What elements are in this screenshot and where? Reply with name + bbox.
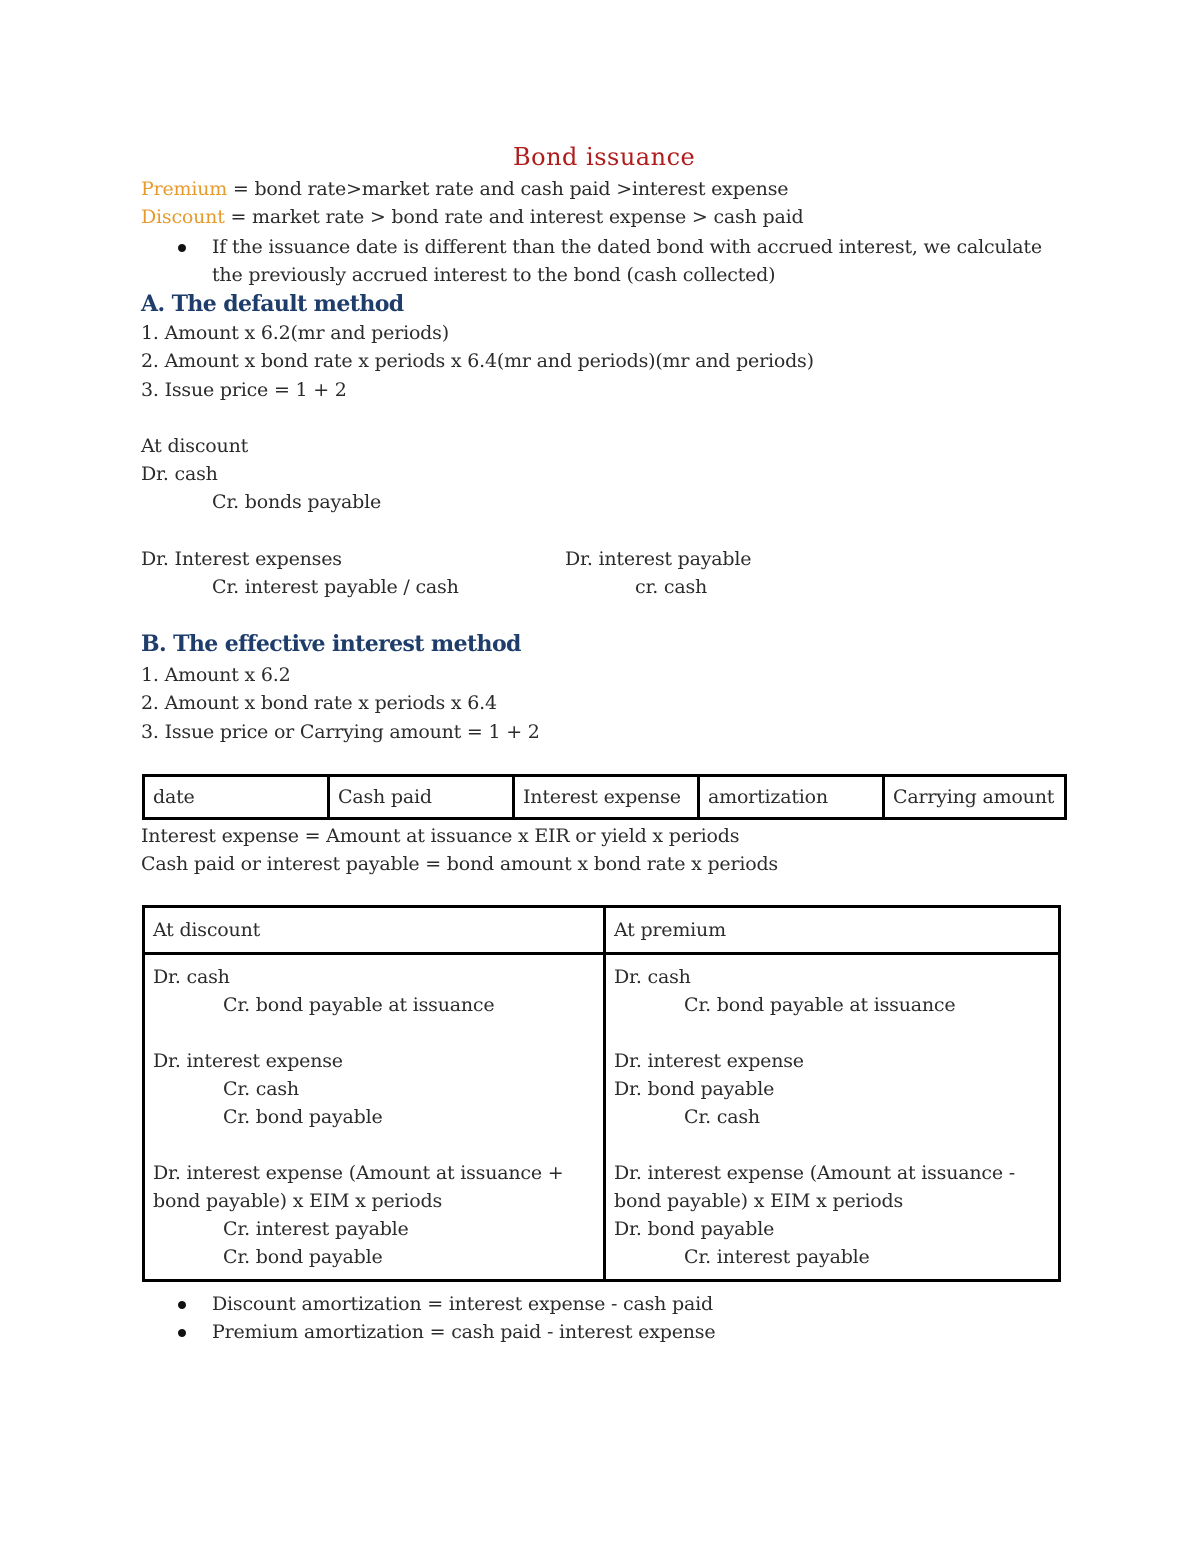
- discount-dr-cash: Dr. cash: [153, 966, 230, 988]
- interest-expense-formula: Interest expense = Amount at issuance x EIR or yield x periods: [141, 825, 740, 847]
- section-b-step-1: 1. Amount x 6.2: [141, 664, 291, 686]
- section-a-step-2: 2. Amount x bond rate x periods x 6.4(mr and periods)(mr and periods): [141, 350, 814, 372]
- discount-dr-ie-formula-2: bond payable) x EIM x periods: [153, 1190, 443, 1212]
- page-title: Bond issuance: [513, 143, 696, 171]
- section-b-step-2: 2. Amount x bond rate x periods x 6.4: [141, 692, 497, 714]
- discount-cr-bond-issuance: Cr. bond payable at issuance: [223, 994, 495, 1016]
- discount-definition: [141, 203, 803, 231]
- table-row: [144, 954, 1060, 1281]
- section-a-step-3: 3. Issue price = 1 + 2: [141, 379, 347, 401]
- accrued-note-line-1: If the issuance date is different than the dated bond with accrued interest, we calculate: [212, 236, 1042, 258]
- discount-dr-ie-formula-1: Dr. interest expense (Amount at issuance +: [153, 1162, 564, 1184]
- premium-dr-cash: Dr. cash: [614, 966, 691, 988]
- table-row: [144, 907, 1060, 954]
- premium-cr-interest-payable: Cr. interest payable: [684, 1246, 870, 1268]
- premium-cr-cash: Cr. cash: [684, 1106, 760, 1128]
- premium-label: Premium: [141, 178, 228, 200]
- discount-cr-bond-payable: Cr. bond payable: [223, 1106, 383, 1128]
- dr-cash: Dr. cash: [141, 463, 218, 485]
- section-a-step-1: 1. Amount x 6.2(mr and periods): [141, 322, 449, 344]
- bullet-icon: [178, 1329, 186, 1337]
- premium-text: = bond rate>market rate and cash paid >interest expense: [227, 178, 789, 200]
- header-at-discount: At discount: [144, 907, 605, 954]
- entries-table: [142, 905, 1061, 1282]
- dr-interest-expenses: Dr. Interest expenses: [141, 548, 342, 570]
- discount-entries-cell: [144, 954, 605, 1281]
- premium-dr-bond-payable: Dr. bond payable: [614, 1078, 775, 1100]
- header-amortization: amortization: [699, 776, 884, 819]
- premium-dr-interest-expense: Dr. interest expense: [614, 1050, 804, 1072]
- header-date: date: [144, 776, 329, 819]
- section-a-heading: A. The default method: [141, 291, 404, 317]
- at-discount-label: At discount: [141, 435, 249, 457]
- cr-cash: cr. cash: [635, 576, 708, 598]
- section-b-step-3: 3. Issue price or Carrying amount = 1 + 2: [141, 721, 540, 743]
- cr-interest-payable-cash: Cr. interest payable / cash: [212, 576, 459, 598]
- discount-text: = market rate > bond rate and interest expense > cash paid: [224, 206, 804, 228]
- header-cash-paid: Cash paid: [329, 776, 514, 819]
- bullet-icon: [178, 244, 186, 252]
- discount-dr-interest-expense: Dr. interest expense: [153, 1050, 343, 1072]
- section-b-heading: B. The effective interest method: [141, 631, 521, 657]
- premium-cr-bond-issuance: Cr. bond payable at issuance: [684, 994, 956, 1016]
- cr-bonds-payable: Cr. bonds payable: [212, 491, 382, 513]
- header-carrying-amount: Carrying amount: [884, 776, 1066, 819]
- discount-amortization-note: Discount amortization = interest expense - cash paid: [212, 1293, 713, 1315]
- premium-entries-cell: [605, 954, 1060, 1281]
- cash-paid-formula: Cash paid or interest payable = bond amount x bond rate x periods: [141, 853, 778, 875]
- schedule-table: [142, 774, 1067, 820]
- dr-interest-payable: Dr. interest payable: [565, 548, 752, 570]
- premium-definition: [141, 175, 788, 203]
- discount-cr-bond-payable-2: Cr. bond payable: [223, 1246, 383, 1268]
- accrued-note-line-2: the previously accrued interest to the bond (cash collected): [212, 264, 776, 286]
- premium-dr-ie-formula-1: Dr. interest expense (Amount at issuance -: [614, 1162, 1015, 1184]
- discount-label: Discount: [141, 206, 225, 228]
- premium-dr-ie-formula-2: bond payable) x EIM x periods: [614, 1190, 904, 1212]
- discount-cr-interest-payable: Cr. interest payable: [223, 1218, 409, 1240]
- header-at-premium: At premium: [605, 907, 1060, 954]
- bullet-icon: [178, 1301, 186, 1309]
- premium-amortization-note: Premium amortization = cash paid - interest expense: [212, 1321, 716, 1343]
- header-interest-expense: Interest expense: [514, 776, 699, 819]
- table-row: [144, 776, 1066, 819]
- premium-dr-bond-payable-2: Dr. bond payable: [614, 1218, 775, 1240]
- discount-cr-cash: Cr. cash: [223, 1078, 299, 1100]
